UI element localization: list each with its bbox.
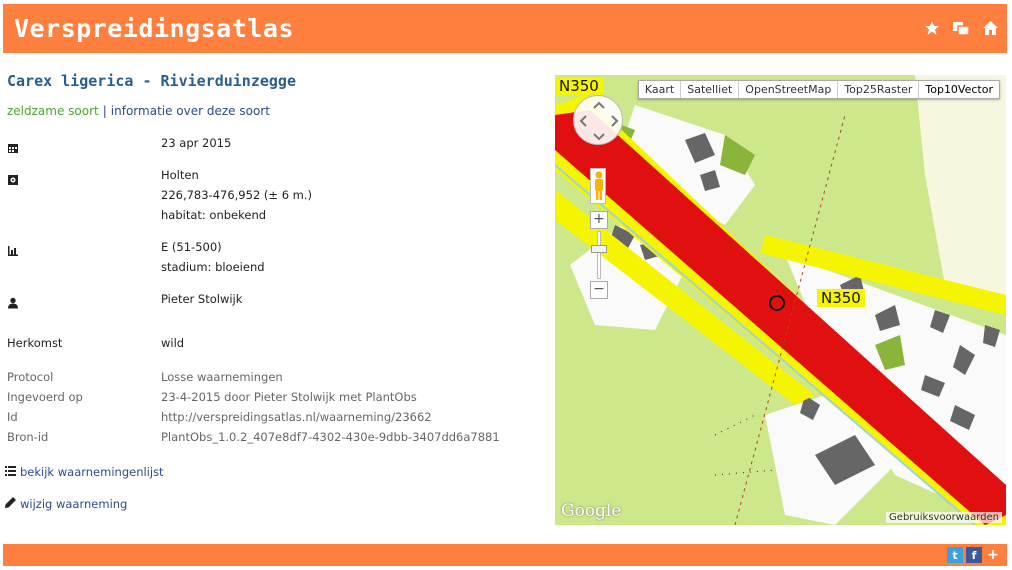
life-stage: stadium: bloeiend xyxy=(161,260,265,274)
source-id-label: Bron-id xyxy=(7,430,49,444)
origin-label: Herkomst xyxy=(7,336,63,350)
observer-name: Pieter Stolwijk xyxy=(161,292,243,306)
pencil-icon xyxy=(5,497,16,511)
species-links xyxy=(7,104,270,118)
street-view-pegman[interactable] xyxy=(590,168,606,204)
observation-date: 23 apr 2015 xyxy=(161,136,232,150)
link-separator: | xyxy=(102,104,107,118)
edit-observation-link[interactable] xyxy=(5,497,127,511)
facebook-icon[interactable]: f xyxy=(966,547,982,563)
list-icon xyxy=(5,465,16,479)
zoom-control xyxy=(590,211,608,301)
id-label: Id xyxy=(7,410,18,424)
edit-observation-label[interactable]: wijzig waarneming xyxy=(20,497,128,511)
zoom-out-button[interactable]: − xyxy=(590,281,608,299)
species-info-link[interactable]: informatie over deze soort xyxy=(110,104,270,118)
observation-list-link[interactable] xyxy=(5,465,164,479)
bar-chart-icon xyxy=(7,242,19,254)
calendar-icon xyxy=(7,139,19,151)
pan-arrows-icon xyxy=(574,96,624,146)
site-title[interactable]: Verspreidingsatlas xyxy=(14,14,294,43)
twitter-icon[interactable]: t xyxy=(947,547,963,563)
pegman-icon xyxy=(591,169,607,203)
entered-label: Ingevoerd op xyxy=(7,390,83,404)
pan-control[interactable] xyxy=(573,95,623,145)
location-coordinates: 226,783-476,952 (± 6 m.) xyxy=(161,188,313,202)
abundance: E (51-500) xyxy=(161,240,222,254)
zoom-in-button[interactable]: + xyxy=(590,211,608,229)
entered-value: 23-4-2015 door Pieter Stolwijk met PlantObs xyxy=(161,390,417,404)
header-bar xyxy=(3,4,1007,53)
map-type-satelliet[interactable]: Satelliet xyxy=(681,81,739,98)
map-type-kaart[interactable]: Kaart xyxy=(639,81,681,98)
plus-icon[interactable]: + xyxy=(985,547,1001,563)
protocol-value: Losse waarnemingen xyxy=(161,370,283,384)
home-icon[interactable] xyxy=(982,20,999,36)
user-icon xyxy=(7,294,19,306)
road-label-n350-top: N350 xyxy=(555,77,603,95)
road-label-n350: N350 xyxy=(817,289,865,307)
map-type-openstreetmap[interactable]: OpenStreetMap xyxy=(739,81,838,98)
copy-icon[interactable] xyxy=(952,20,970,36)
map-type-top10vector[interactable]: Top10Vector xyxy=(919,81,999,98)
map-terms-link[interactable]: Gebruiksvoorwaarden xyxy=(886,512,1002,523)
map-marker-icon xyxy=(7,171,19,183)
source-id-value: PlantObs_1.0.2_407e8df7-4302-430e-9dbb-3407dd6a7881 xyxy=(161,430,500,444)
rare-species-link[interactable]: zeldzame soort xyxy=(7,104,99,118)
protocol-label: Protocol xyxy=(7,370,54,384)
map-type-top25raster[interactable]: Top25Raster xyxy=(838,81,919,98)
zoom-slider-handle[interactable] xyxy=(591,245,607,253)
zoom-slider-track[interactable] xyxy=(597,231,601,279)
map-view[interactable] xyxy=(555,75,1006,525)
observation-list-label[interactable]: bekijk waarnemingenlijst xyxy=(20,465,164,479)
id-value: http://verspreidingsatlas.nl/waarneming/23662 xyxy=(161,410,432,424)
habitat: habitat: onbekend xyxy=(161,208,267,222)
origin-value: wild xyxy=(161,336,185,350)
map-type-selector xyxy=(638,80,1000,99)
star-icon[interactable] xyxy=(924,20,940,36)
location-name: Holten xyxy=(161,168,199,182)
footer-bar xyxy=(3,544,1007,566)
species-title: Carex ligerica - Rivierduinzegge xyxy=(7,72,296,90)
google-logo: Google xyxy=(561,501,622,521)
